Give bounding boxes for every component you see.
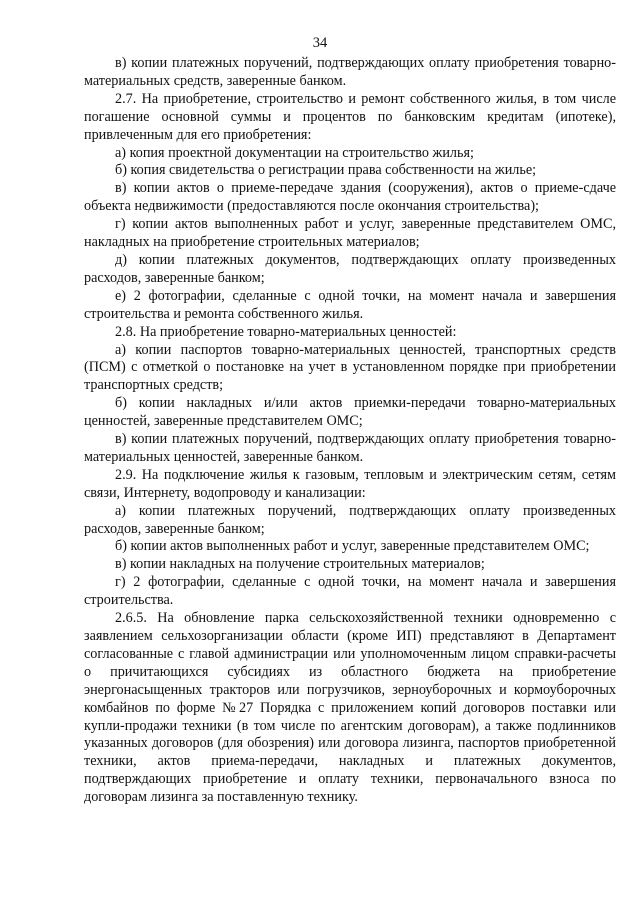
paragraph-item-b-ownership-certificate: б) копия свидетельства о регистрации права собственности на жилье; (115, 162, 537, 179)
clause-2-7-heading: 2.7. На приобретение, строительство и ремонт собственного жилья, в том числе погашение основной суммы и процентов по банковским кредитам (ипотеке), привлеченным для его приобретения: (84, 90, 616, 143)
clause-2-9-heading: 2.9. На подключение жилья к газовым, тепловым и электрическим сетям, сетям связи, Интернету, водопроводу и канализации: (84, 466, 616, 501)
paragraph-item-v-payment-orders-2: в) копии платежных поручений, подтверждающих оплату приобретения товарно-материальных ценностей, заверенные банком. (84, 431, 616, 465)
paragraph-item-v-payment-orders: в) копии платежных поручений, подтверждающих оплату приобретения товарно-материальных средств, заверенные банком. (84, 55, 616, 89)
paragraph-item-e-photographs: е) 2 фотографии, сделанные с одной точки, на момент начала и завершения строительства и ремонта собственного жилья. (84, 287, 616, 322)
page-number: 34 (312, 35, 328, 51)
paragraph-item-a-payment-orders: а) копии платежных поручений, подтверждающих оплату произведенных расходов, заверенные банком; (84, 502, 616, 537)
paragraph-item-g-photographs: г) 2 фотографии, сделанные с одной точки, на момент начала и завершения строительства. (84, 574, 616, 609)
paragraph-item-b-invoices: б) копии накладных и/или актов приемки-передачи товарно-материальных ценностей, заверенные представителем ОМС; (84, 395, 616, 430)
paragraph-item-a-project-docs: а) копия проектной документации на строительство жилья; (115, 144, 474, 161)
paragraph-item-v-material-invoices: в) копии накладных на получение строительных материалов; (115, 556, 485, 573)
clause-2-8-heading: 2.8. На приобретение товарно-материальных ценностей: (115, 323, 457, 340)
paragraph-item-b-work-acts: б) копии актов выполненных работ и услуг, заверенные представителем ОМС; (115, 538, 590, 555)
paragraph-item-g-work-acts: г) копии актов выполненных работ и услуг, заверенные представителем ОМС, накладных на приобретение строительных материалов; (84, 216, 616, 251)
document-body (84, 55, 616, 807)
paragraph-item-a-passports: а) копии паспортов товарно-материальных ценностей, транспортных средств (ПСМ) с отметкой о постановке на учет в установленном порядке при приобретении транспортных средств; (84, 341, 616, 394)
paragraph-item-d-payment-documents: д) копии платежных документов, подтверждающих оплату произведенных расходов, заверенные банком; (84, 251, 616, 286)
paragraph-item-v-transfer-acts: в) копии актов о приеме-передаче здания (сооружения), актов о приеме-сдаче объекта недвижимости (предоставляются после окончания строительства); (84, 180, 616, 215)
clause-2-6-5-paragraph: 2.6.5. На обновление парка сельскохозяйственной техники одновременно с заявлением сельхозорганизации области (кроме ИП) представляют в Департамент согласованные с главой администрации или уполномоченным лицом справки-расчеты о причитающихся субсидиях из областного бюджета на приобретение энергонасыщенных тракторов или погрузчиков, зерноуборочных и кормоуборочных комбайнов по форме №27 Порядка с приложением копий договоров поставки или купли-продажи техники (в том числе по агентским договорам), а также подлинников указанных договоров (для обозрения) или договора лизинга, паспортов приобретенной техники, актов приема-передачи, накладных и платежных документов, подтверждающих приобретение и оплату техники, первоначального взноса по договорам лизинга за поставленную технику. (84, 610, 616, 806)
